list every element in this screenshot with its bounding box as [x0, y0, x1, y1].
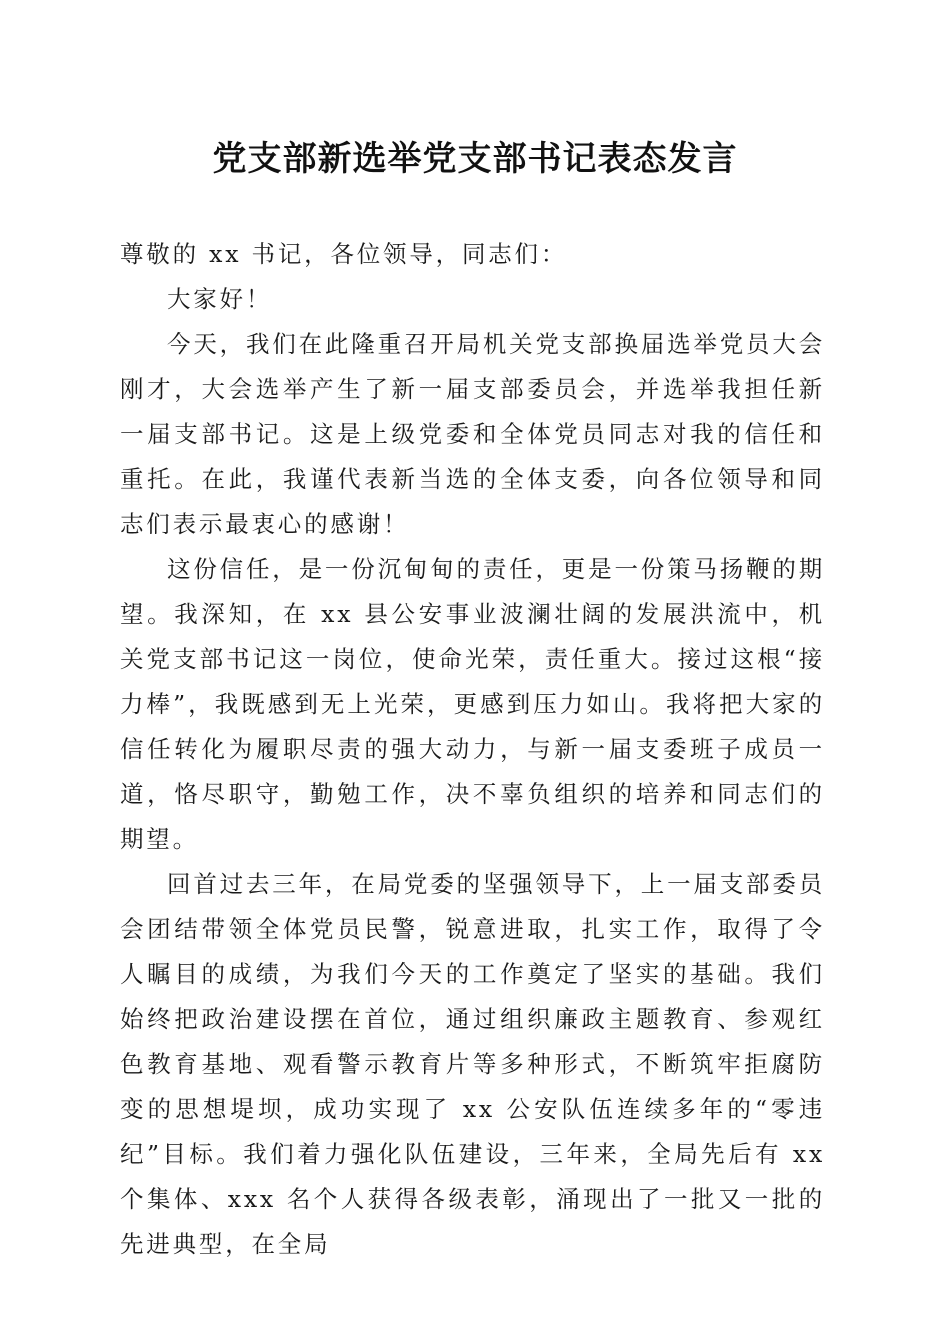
document-title: 党支部新选举党支部书记表态发言 — [212, 139, 738, 179]
paragraph-election: 今天，我们在此隆重召开局机关党支部换届选举党员大会刚才，大会选举产生了新一届支部委员会，并选举我担任新一届支部书记。这是上级党委和全体党员同志对我的信任和重托。在此，我谨代表新当选的全体支委，向各位领导和同志们表示最衷心的感谢！ — [120, 330, 825, 538]
paragraph-review: 回首过去三年，在局党委的坚强领导下，上一届支部委员会团结带领全体党员民警，锐意进取，扎实工作，取得了令人瞩目的成绩，为我们今天的工作奠定了坚实的基础。我们始终把政治建设摆在首位，通过组织廉政主题教育、参观红色教育基地、观看警示教育片等多种形式，不断筑牢拒腐防变的思想堤坝，成功实现了 xx 公安队伍连续多年的“零违纪”目标。我们着力强化队伍建设，三年来，全局先后有 xx 个集体、xxx 名个人获得各级表彰，涌现出了一批又一批的先进典型，在全局 — [120, 870, 825, 1258]
paragraph-responsibility: 这份信任，是一份沉甸甸的责任，更是一份策马扬鞭的期望。我深知，在 xx 县公安事业波澜壮阔的发展洪流中，机关党支部书记这一岗位，使命光荣，责任重大。接过这根“接力棒”，我既感到无上光荣，更感到压力如山。我将把大家的信任转化为履职尽责的强大动力，与新一届支委班子成员一道，恪尽职守，勤勉工作，决不辜负组织的培养和同志们的期望。 — [120, 555, 825, 853]
salutation: 尊敬的 xx 书记，各位领导，同志们： — [120, 240, 568, 268]
paragraph-greeting: 大家好！ — [167, 285, 273, 313]
document-body — [120, 232, 825, 1267]
